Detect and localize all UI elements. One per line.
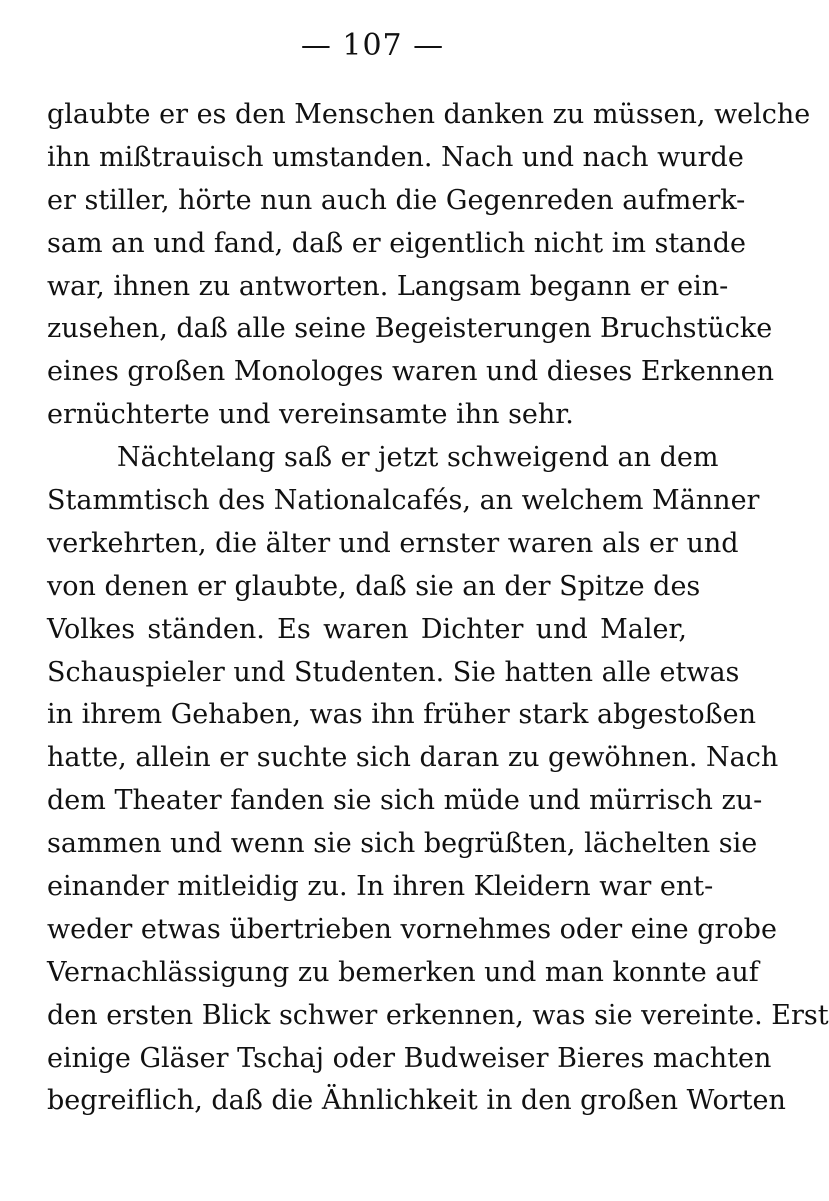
text-line: Nächtelang saß er jetzt schweigend an dem (117, 442, 719, 474)
text-line: Stammtisch des Nationalcafés, an welchem Männer (47, 485, 760, 517)
text-line: ernüchterte und vereinsamte ihn sehr. (47, 399, 574, 431)
text-line: einander mitleidig zu. In ihren Kleidern war ent- (47, 871, 714, 903)
text-line: in ihrem Gehaben, was ihn früher stark abgestoßen (47, 699, 757, 731)
page-number: — 107 — (300, 28, 445, 63)
text-line: ihn mißtrauisch umstanden. Nach und nach wurde (47, 141, 744, 173)
text-line: weder etwas übertrieben vornehmes oder eine grobe (47, 913, 777, 945)
text-line: zusehen, daß alle seine Begeisterungen Bruchstücke (47, 313, 773, 345)
text-line: hatte, allein er suchte sich daran zu gewöhnen. Nach (47, 742, 779, 774)
text-line: war, ihnen zu antworten. Langsam begann er ein- (47, 270, 729, 302)
text-line: sammen und wenn sie sich begrüßten, lächelten sie (47, 828, 758, 860)
text-line: glaubte er es den Menschen danken zu müssen, welche (47, 99, 811, 130)
text-line: Volkes ständen. Es waren Dichter und Maler, (47, 613, 687, 645)
text-line: den ersten Blick schwer erkennen, was sie vereinte. Erst (47, 999, 829, 1031)
text-line: er stiller, hörte nun auch die Gegenreden aufmerk- (47, 184, 746, 216)
text-line: sam an und fand, daß er eigentlich nicht im stande (47, 227, 746, 259)
text-line: begreiflich, daß die Ähnlichkeit in den großen Worten (47, 1085, 786, 1117)
text-line: Schauspieler und Studenten. Sie hatten alle etwas (47, 656, 740, 688)
text-line: einige Gläser Tschaj oder Budweiser Bieres machten (47, 1042, 772, 1074)
text-line: dem Theater fanden sie sich müde und mürrisch zu- (47, 785, 763, 817)
text-line: Vernachlässigung zu bemerken und man konnte auf (47, 956, 759, 988)
text-line: von denen er glaubte, daß sie an der Spitze des (47, 570, 701, 602)
text-line: verkehrten, die älter und ernster waren als er und (47, 527, 739, 559)
text-line: eines großen Monologes waren und dieses Erkennen (47, 356, 774, 388)
body-text (47, 94, 829, 1123)
